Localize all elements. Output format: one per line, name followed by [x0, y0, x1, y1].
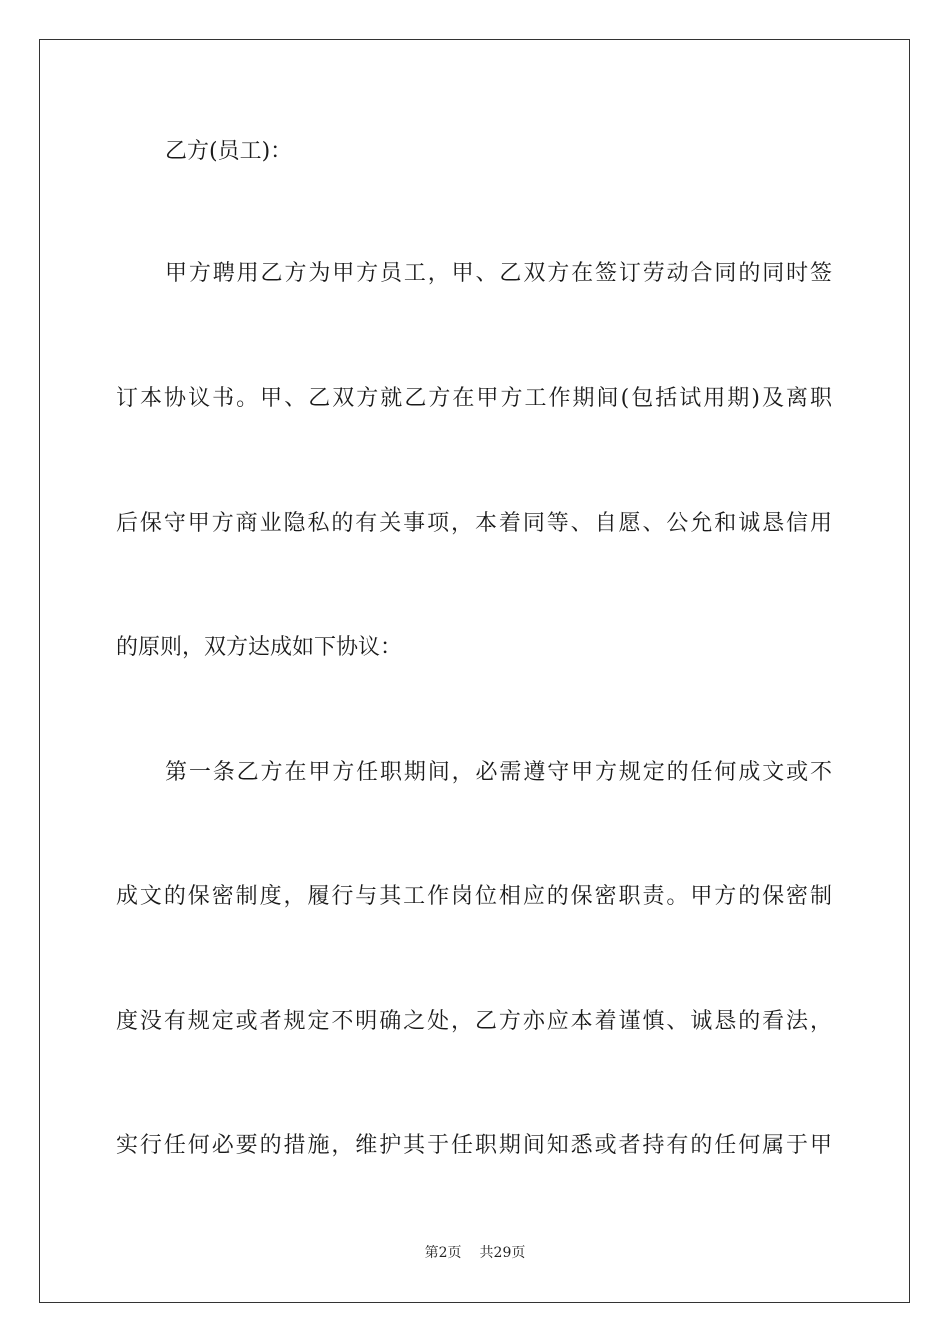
paragraph-line — [0, 259, 950, 289]
intro-paragraph-line-2: 订本协议书。甲、乙双方就乙方在甲方工作期间(包括试用期)及离职 — [116, 386, 832, 411]
paragraph-line — [0, 1131, 950, 1161]
article-1-line-1: 第一条乙方在甲方任职期间，必需遵守甲方规定的任何成文或不 — [165, 760, 832, 785]
paragraph-line — [0, 1007, 950, 1037]
paragraph-line — [0, 509, 950, 539]
article-1-line-4: 实行任何必要的措施，维护其于任职期间知悉或者持有的任何属于甲 — [116, 1133, 832, 1158]
paragraph-line — [0, 758, 950, 788]
total-pages: 共29页 — [479, 1245, 526, 1261]
article-1-line-3: 度没有规定或者规定不明确之处，乙方亦应本着谨慎、诚恳的看法， — [116, 1009, 832, 1034]
intro-paragraph-line-1: 甲方聘用乙方为甲方员工，甲、乙双方在签订劳动合同的同时签 — [165, 261, 832, 286]
page-number: 第2页 — [424, 1245, 462, 1261]
paragraph-line — [0, 384, 950, 414]
intro-paragraph-line-3: 后保守甲方商业隐私的有关事项，本着同等、自愿、公允和诚恳信用 — [116, 511, 832, 536]
intro-paragraph-line-4: 的原则，双方达成如下协议： — [116, 635, 403, 660]
party-b-label-line — [0, 137, 950, 167]
page-border — [39, 39, 910, 1303]
paragraph-line — [0, 882, 950, 912]
party-b-label: 乙方(员工)： — [165, 139, 293, 164]
paragraph-line — [0, 633, 950, 663]
page-footer — [0, 1244, 950, 1262]
article-1-line-2: 成文的保密制度，履行与其工作岗位相应的保密职责。甲方的保密制 — [116, 884, 832, 909]
